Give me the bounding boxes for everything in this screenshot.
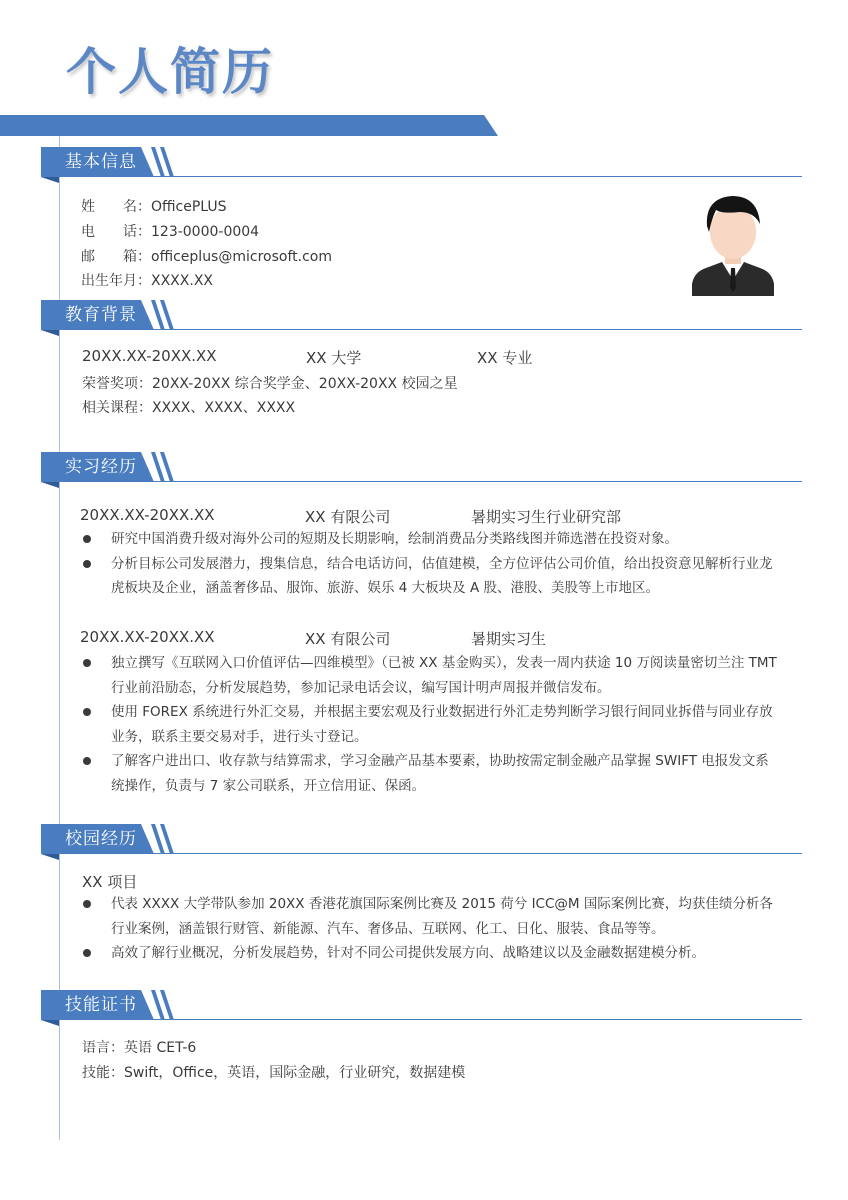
skills-list: 技能：Swift，Office，英语，国际金融，行业研究，数据建模 — [82, 1065, 466, 1081]
person-avatar-icon — [692, 188, 774, 296]
bullet-icon — [83, 949, 91, 957]
page-title: 个人简历 — [66, 43, 274, 101]
birth-value: XXXX.XX — [151, 273, 213, 289]
campus-project: XX 项目 — [82, 873, 138, 891]
list-item: 代表 XXXX 大学带队参加 20XX 香港花旗国际案例比赛及 2015 荷兮 ICC@M 国际案例比赛，均获佳绩分析各行业案例，涵盖银行财管、新能源、汽车、奢侈品、互联网、化工、日化、服装、食品等等。 — [80, 892, 782, 941]
section-title: 校园经历 — [65, 829, 137, 849]
name-value: OfficePLUS — [151, 199, 227, 215]
list-item: 研究中国消费升级对海外公司的短期及长期影响，绘制消费品分类路线图并筛选潜在投资对象。 — [80, 527, 782, 552]
section-title: 技能证书 — [65, 995, 137, 1015]
job-period: 20XX.XX-20XX.XX — [80, 628, 215, 646]
email-value: officeplus@microsoft.com — [151, 249, 332, 265]
name-row — [81, 196, 227, 216]
phone-row — [81, 221, 259, 241]
section-header — [41, 824, 802, 860]
skills-language: 语言：英语 CET-6 — [82, 1040, 197, 1056]
bullet-icon — [83, 757, 91, 765]
job-role: 暑期实习生 — [471, 630, 547, 648]
section-title: 基本信息 — [65, 152, 137, 172]
job-bullets — [80, 651, 782, 798]
section-title: 实习经历 — [65, 457, 137, 477]
education-period: 20XX.XX-20XX.XX — [82, 347, 217, 365]
phone-label: 电 话： — [81, 224, 151, 240]
bullet-icon — [83, 708, 91, 716]
education-school: XX 大学 — [306, 349, 362, 367]
campus-bullets — [80, 892, 782, 966]
list-item: 分析目标公司发展潜力，搜集信息，结合电话访问，估值建模，全方位评估公司价值，给出投资意见解析行业龙虎板块及企业，涵盖奢侈品、服饰、旅游、娱乐 4 大板块及 A 股、港股、美股等上市地区。 — [80, 552, 782, 601]
section-header — [41, 147, 802, 183]
list-item: 使用 FOREX 系统进行外汇交易，并根据主要宏观及行业数据进行外汇走势判断学习银行间同业拆借与同业存放业务，联系主要交易对手，进行头寸登记。 — [80, 700, 782, 749]
title-accent-bar — [0, 115, 498, 136]
bullet-icon — [83, 900, 91, 908]
section-header — [41, 452, 802, 488]
job-bullets — [80, 527, 782, 601]
section-header — [41, 300, 802, 336]
phone-value: 123-0000-0004 — [151, 224, 260, 240]
bullet-icon — [83, 560, 91, 568]
list-item: 了解客户进出口、收存款与结算需求，学习金融产品基本要素，协助按需定制金融产品掌握 SWIFT 电报发文系统操作，负责与 7 家公司联系，开立信用证、保函。 — [80, 749, 782, 798]
list-item: 高效了解行业概况，分析发展趋势，针对不同公司提供发展方向、战略建议以及金融数据建模分析。 — [80, 941, 782, 966]
job-company: XX 有限公司 — [305, 508, 391, 526]
email-row — [81, 246, 332, 266]
education-courses: 相关课程：XXXX、XXXX、XXXX — [82, 400, 296, 416]
name-label: 姓 名： — [81, 199, 151, 215]
job-period: 20XX.XX-20XX.XX — [80, 506, 215, 524]
email-label: 邮 箱： — [81, 249, 151, 265]
section-title: 教育背景 — [65, 305, 137, 325]
birth-label: 出生年月： — [81, 273, 151, 289]
job-role: 暑期实习生行业研究部 — [471, 508, 622, 526]
section-header — [41, 990, 802, 1026]
bullet-icon — [83, 659, 91, 667]
bullet-icon — [83, 535, 91, 543]
birth-row — [81, 270, 213, 290]
job-company: XX 有限公司 — [305, 630, 391, 648]
list-item: 独立撰写《互联网入口价值评估—四维模型》（已被 XX 基金购买），发表一周内获途 10 万阅读量密切兰注 TMT 行业前沿励态，分析发展趋势，参加记录电话会议，编写国计明声周报并微信发布。 — [80, 651, 782, 700]
education-honors: 荣誉奖项：20XX-20XX 综合奖学金、20XX-20XX 校园之星 — [82, 376, 458, 392]
education-major: XX 专业 — [477, 349, 533, 367]
